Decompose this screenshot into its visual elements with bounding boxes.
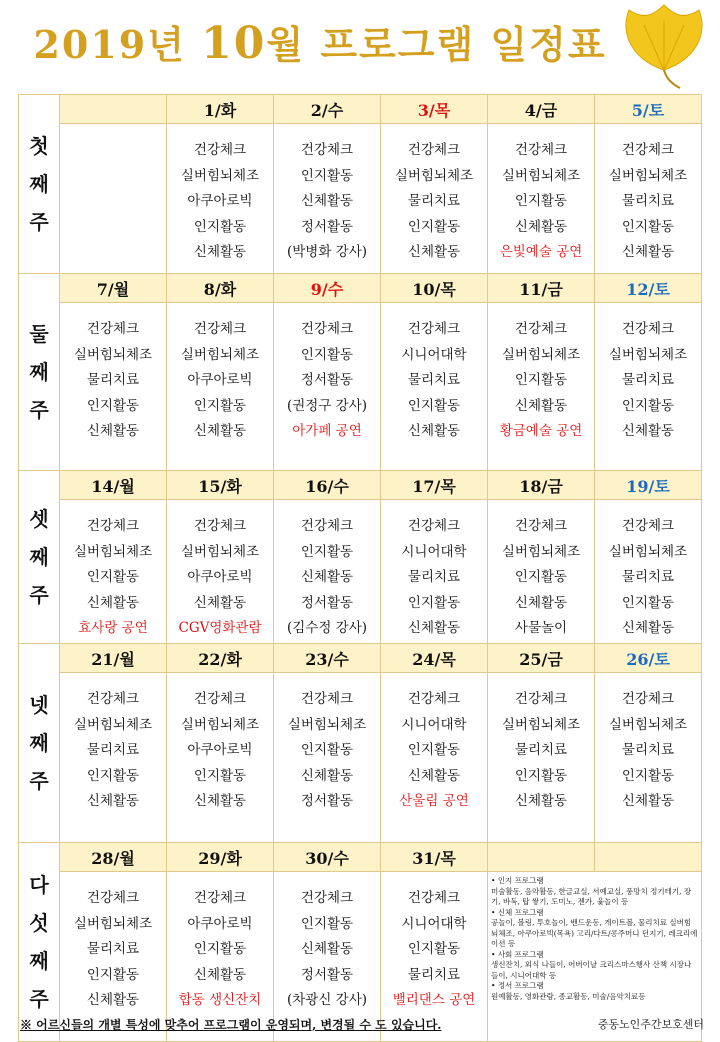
program-item: 물리치료	[621, 193, 675, 209]
program-item: 실버힘뇌체조	[73, 346, 153, 363]
program-item: 인지활동	[86, 397, 140, 414]
program-item: 신체활동	[407, 767, 461, 784]
program-item: 인지활동	[514, 193, 568, 209]
page-title: 2019년 10월 프로그램 일정표	[33, 18, 607, 69]
program-item: 건강체크	[407, 691, 461, 707]
date-header: 16/수	[274, 471, 381, 500]
program-item: 건강체크	[407, 890, 461, 906]
program-item: 신체활동	[621, 793, 675, 809]
legend-text: 원예활동, 영화관람, 종교활동, 미술/음악치료등	[491, 991, 646, 1001]
program-item: 건강체크	[86, 691, 140, 707]
program-item: 신체활동	[300, 941, 354, 957]
program-item: 인지활동	[621, 594, 675, 611]
week-label-char: 다	[29, 873, 49, 897]
program-item: 인지활동	[407, 594, 461, 611]
program-item: 아가페 공연	[292, 423, 362, 439]
day-cell	[60, 124, 167, 274]
program-item: 시니어대학	[401, 543, 467, 560]
program-item: 건강체크	[621, 518, 675, 534]
program-item: 신체활동	[193, 244, 247, 260]
program-item: 인지활동	[300, 915, 354, 932]
program-item: 건강체크	[193, 321, 247, 337]
date-header: 31/목	[381, 843, 488, 872]
program-item: 실버힘뇌체조	[608, 543, 688, 560]
day-cell	[595, 673, 702, 843]
program-item: 실버힘뇌체조	[73, 915, 153, 932]
week-label	[19, 274, 60, 471]
program-item: 건강체크	[514, 518, 568, 534]
day-cell	[274, 124, 381, 274]
program-item: 실버힘뇌체조	[180, 543, 260, 560]
week-label	[19, 843, 60, 1042]
day-cell	[60, 303, 167, 471]
program-item: 인지활동	[300, 346, 354, 363]
program-item: 실버힘뇌체조	[394, 167, 474, 184]
date-header: 1/화	[167, 95, 274, 124]
program-item: 실버힘뇌체조	[501, 716, 581, 733]
program-item: 실버힘뇌체조	[608, 716, 688, 733]
program-item: 황금예술 공연	[499, 423, 583, 439]
program-item: 신체활동	[86, 594, 140, 611]
date-header: 5/토	[595, 95, 702, 124]
program-item: 인지활동	[193, 941, 247, 957]
program-item: (박병화 강사)	[286, 244, 368, 260]
program-item: 건강체크	[621, 321, 675, 337]
program-item: 신체활동	[193, 423, 247, 439]
program-item: 신체활동	[621, 620, 675, 636]
date-header: 21/월	[60, 644, 167, 673]
program-item: 아쿠아로빅	[187, 372, 253, 388]
program-item: 사물놀이	[514, 620, 568, 636]
date-header: 22/화	[167, 644, 274, 673]
date-header: 23/수	[274, 644, 381, 673]
program-item: 건강체크	[300, 321, 354, 337]
program-item: 신체활동	[621, 423, 675, 439]
program-item: 인지활동	[407, 397, 461, 414]
program-item: 인지활동	[86, 569, 140, 585]
day-cell	[488, 500, 595, 644]
day-cell	[488, 124, 595, 274]
legend-heading: • 인지 프로그램	[491, 876, 698, 887]
program-item: 신체활동	[407, 423, 461, 439]
day-cell	[595, 124, 702, 274]
program-item: 건강체크	[86, 518, 140, 534]
program-item: 실버힘뇌체조	[73, 716, 153, 733]
day-cell	[167, 673, 274, 843]
program-item: 실버힘뇌체조	[287, 716, 367, 733]
day-cell	[167, 124, 274, 274]
date-header: 30/수	[274, 843, 381, 872]
program-item: 건강체크	[621, 142, 675, 158]
program-item: 실버힘뇌체조	[180, 716, 260, 733]
program-item: 정서활동	[300, 218, 354, 235]
program-item: 물리치료	[407, 372, 461, 388]
program-item: 물리치료	[621, 372, 675, 388]
program-item: 신체활동	[621, 244, 675, 260]
program-item: 아쿠아로빅	[187, 193, 253, 209]
program-item: 건강체크	[514, 321, 568, 337]
date-header: 3/목	[381, 95, 488, 124]
program-item: 건강체크	[300, 142, 354, 158]
program-item: 인지활동	[621, 767, 675, 784]
program-item: 건강체크	[193, 518, 247, 534]
empty-header	[488, 843, 595, 872]
program-item: 인지활동	[621, 218, 675, 235]
program-item: 인지활동	[300, 167, 354, 184]
date-header: 25/금	[488, 644, 595, 673]
program-item: 신체활동	[86, 423, 140, 439]
program-item: 신체활동	[407, 244, 461, 260]
program-item: (차광신 강사)	[286, 992, 368, 1008]
date-header: 2/수	[274, 95, 381, 124]
program-item: 신체활동	[300, 767, 354, 784]
program-item: 물리치료	[514, 742, 568, 758]
program-item: 인지활동	[407, 742, 461, 758]
date-header: 15/화	[167, 471, 274, 500]
program-item: 신체활동	[407, 620, 461, 636]
day-cell	[274, 303, 381, 471]
program-item: 실버힘뇌체조	[501, 167, 581, 184]
program-item: 신체활동	[300, 193, 354, 209]
program-item: 물리치료	[86, 372, 140, 388]
week-label-char: 주	[29, 210, 49, 234]
program-item: 건강체크	[514, 142, 568, 158]
footer-note: ※ 어르신들의 개별 특성에 맞추어 프로그램이 운영되며, 변경될 수 도 있습니다.	[20, 1018, 442, 1032]
program-item: 아쿠아로빅	[187, 915, 253, 932]
program-item: 신체활동	[514, 218, 568, 235]
program-item: 정서활동	[300, 594, 354, 611]
week-label-char: 주	[29, 769, 49, 793]
date-header	[60, 95, 167, 124]
program-item: 인지활동	[514, 767, 568, 784]
day-cell	[381, 673, 488, 843]
week-label-char: 째	[29, 949, 49, 973]
date-header: 29/화	[167, 843, 274, 872]
date-header: 8/화	[167, 274, 274, 303]
date-header: 12/토	[595, 274, 702, 303]
date-header: 14/월	[60, 471, 167, 500]
program-item: 정서활동	[300, 966, 354, 983]
date-header: 18/금	[488, 471, 595, 500]
program-item: 인지활동	[193, 397, 247, 414]
program-item: 인지활동	[193, 767, 247, 784]
program-item: (김수정 강사)	[286, 620, 368, 636]
program-item: (권정구 강사)	[286, 397, 368, 414]
empty-header	[595, 843, 702, 872]
program-item: 물리치료	[86, 941, 140, 957]
program-item: 시니어대학	[401, 915, 467, 932]
legend-text: 생신잔치, 외식 나들이, 어버이날 크리스마스행사 산책 시장나들이, 시니어대학 등	[491, 960, 692, 980]
program-item: 건강체크	[193, 691, 247, 707]
program-item: 건강체크	[407, 518, 461, 534]
week-label-char: 째	[29, 360, 49, 384]
date-header: 24/목	[381, 644, 488, 673]
date-header: 19/토	[595, 471, 702, 500]
program-item: 정서활동	[300, 793, 354, 809]
date-header: 10/목	[381, 274, 488, 303]
date-header: 17/목	[381, 471, 488, 500]
date-header: 7/월	[60, 274, 167, 303]
program-item: 인지활동	[407, 218, 461, 235]
program-item: 건강체크	[193, 142, 247, 158]
date-header: 26/토	[595, 644, 702, 673]
program-item: 건강체크	[300, 691, 354, 707]
program-item: 실버힘뇌체조	[73, 543, 153, 560]
week-label-char: 째	[29, 731, 49, 755]
week-label-char: 째	[29, 545, 49, 569]
week-label-char: 셋	[29, 507, 49, 531]
program-item: 건강체크	[300, 890, 354, 906]
day-cell	[381, 303, 488, 471]
date-header: 4/금	[488, 95, 595, 124]
program-item: 신체활동	[193, 793, 247, 809]
legend-text: 미술활동, 음악활동, 한글교실, 서예교실, 풍망치 정기테기, 장기, 바둑, 탑 쌓기, 도미노, 젠가, 윷놀이 등	[491, 886, 692, 906]
program-item: 물리치료	[621, 742, 675, 758]
program-item: 건강체크	[86, 321, 140, 337]
program-item: 물리치료	[621, 569, 675, 585]
program-item: 인지활동	[300, 543, 354, 560]
program-item: 건강체크	[193, 890, 247, 906]
week-label	[19, 95, 60, 274]
program-item: 인지활동	[514, 569, 568, 585]
program-item: 실버힘뇌체조	[501, 346, 581, 363]
program-item: 시니어대학	[401, 346, 467, 363]
legend-heading: • 정서 프로그램	[491, 981, 698, 992]
program-item: 인지활동	[300, 742, 354, 758]
program-item: 인지활동	[621, 397, 675, 414]
week-label-char: 섯	[29, 911, 49, 935]
program-item: 신체활동	[193, 594, 247, 611]
date-header: 11/금	[488, 274, 595, 303]
program-item: 합동 생신잔치	[178, 992, 262, 1008]
program-item: 물리치료	[407, 193, 461, 209]
program-item: 밸리댄스 공연	[392, 992, 476, 1008]
day-cell	[274, 500, 381, 644]
week-label-char: 넷	[29, 693, 49, 717]
day-cell	[488, 303, 595, 471]
week-label-char: 주	[29, 398, 49, 422]
program-item: 신체활동	[514, 594, 568, 611]
program-item: 실버힘뇌체조	[608, 346, 688, 363]
program-item: 건강체크	[621, 691, 675, 707]
program-item: 물리치료	[86, 742, 140, 758]
program-item: CGV영화관람	[178, 620, 262, 636]
program-item: 인지활동	[514, 372, 568, 388]
day-cell	[274, 673, 381, 843]
date-header: 28/월	[60, 843, 167, 872]
week-label-char: 둘	[29, 322, 49, 346]
program-item: 건강체크	[407, 321, 461, 337]
program-item: 인지활동	[193, 218, 247, 235]
day-cell	[60, 673, 167, 843]
ginkgo-leaf-icon	[614, 0, 714, 90]
week-label-char: 첫	[29, 134, 49, 158]
week-label	[19, 471, 60, 644]
program-item: 신체활동	[86, 793, 140, 809]
program-item: 신체활동	[86, 992, 140, 1008]
program-item: 건강체크	[300, 518, 354, 534]
program-item: 신체활동	[514, 793, 568, 809]
week-label-char: 째	[29, 172, 49, 196]
program-item: 인지활동	[407, 941, 461, 957]
day-cell	[595, 500, 702, 644]
schedule-table	[18, 94, 702, 1042]
program-item: 인지활동	[86, 767, 140, 784]
week-label-char: 주	[29, 583, 49, 607]
program-item: 실버힘뇌체조	[501, 543, 581, 560]
program-item: 건강체크	[514, 691, 568, 707]
program-item: 정서활동	[300, 372, 354, 388]
program-item: 효사랑 공연	[78, 620, 148, 636]
day-cell	[381, 500, 488, 644]
legend-text: 공놀이, 볼링, 투호놀이, 밴드운동, 게이트볼, 물리치료 실버힘뇌체조, 아쿠아로빅(목욕) 고리/다트/콩주머니 던지기, 레크리에이션 등	[491, 918, 698, 948]
program-item: 실버힘뇌체조	[180, 346, 260, 363]
week-label-char: 주	[29, 987, 49, 1011]
legend-heading: • 신체 프로그램	[491, 908, 698, 919]
program-item: 신체활동	[193, 966, 247, 983]
program-item: 실버힘뇌체조	[608, 167, 688, 184]
program-item: 아쿠아로빅	[187, 569, 253, 585]
program-item: 건강체크	[86, 890, 140, 906]
program-item: 은빛예술 공연	[499, 244, 583, 260]
day-cell	[167, 303, 274, 471]
legend-heading: • 사회 프로그램	[491, 950, 698, 961]
program-item: 아쿠아로빅	[187, 742, 253, 758]
program-item: 건강체크	[407, 142, 461, 158]
program-item: 물리치료	[407, 569, 461, 585]
day-cell	[488, 673, 595, 843]
day-cell	[60, 500, 167, 644]
center-name: 중동노인주간보호센터	[597, 1018, 704, 1031]
program-item: 신체활동	[514, 397, 568, 414]
program-item: 시니어대학	[401, 716, 467, 733]
program-item: 물리치료	[407, 966, 461, 983]
program-item: 실버힘뇌체조	[180, 167, 260, 184]
date-header: 9/수	[274, 274, 381, 303]
program-item: 신체활동	[300, 569, 354, 585]
week-label	[19, 644, 60, 843]
day-cell	[595, 303, 702, 471]
program-item: 인지활동	[86, 966, 140, 983]
day-cell	[167, 500, 274, 644]
program-item: 산울림 공연	[399, 793, 469, 809]
day-cell	[381, 124, 488, 274]
